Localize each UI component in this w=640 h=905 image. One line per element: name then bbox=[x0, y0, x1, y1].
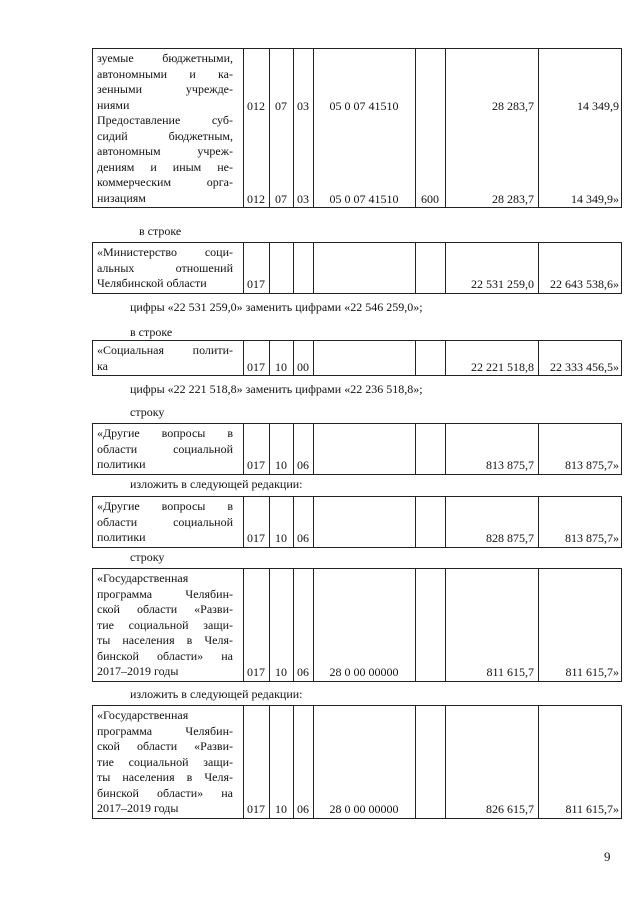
description-line: «Другие вопросы в bbox=[97, 426, 233, 440]
target-article-code: 05 0 07 41510 bbox=[329, 98, 399, 113]
description-line: «Министерство соци- bbox=[97, 245, 233, 259]
column-rule bbox=[269, 706, 270, 818]
description-line: политики bbox=[97, 530, 146, 544]
ministry-code: 017 bbox=[247, 277, 265, 291]
description-line: дениям и иным не- bbox=[97, 159, 233, 174]
column-rule bbox=[415, 424, 416, 474]
row-description bbox=[97, 571, 233, 680]
description-line: автономными и ка- bbox=[97, 66, 233, 81]
target-article-code: 05 0 07 41510 bbox=[329, 191, 399, 206]
column-rule bbox=[243, 706, 244, 818]
description-line: области социальной bbox=[97, 441, 233, 456]
subsection-code: 03 bbox=[297, 98, 309, 113]
amount-year-1: 813 875,7 bbox=[486, 458, 534, 472]
section-code: 07 bbox=[275, 98, 287, 113]
amount-year-1: 828 875,7 bbox=[486, 531, 534, 545]
ministry-code: 017 bbox=[247, 458, 265, 472]
subsection-code: 00 bbox=[297, 359, 309, 374]
description-line: альных отношений bbox=[97, 260, 233, 275]
column-rule bbox=[269, 49, 270, 207]
description-line: тие социальной защи- bbox=[97, 754, 233, 769]
description-line: ской области «Разви- bbox=[97, 739, 233, 753]
description-line: коммерческим орга- bbox=[97, 175, 233, 189]
description-line: 2017–2019 годы bbox=[97, 801, 179, 815]
subsection-code: 06 bbox=[297, 531, 309, 545]
subsection-code: 03 bbox=[297, 191, 309, 206]
column-rule bbox=[415, 49, 416, 207]
amount-year-2: 22 643 538,6» bbox=[550, 277, 619, 291]
column-rule bbox=[313, 243, 314, 293]
row-description bbox=[97, 499, 233, 546]
column-rule bbox=[243, 49, 244, 207]
column-rule bbox=[538, 341, 539, 375]
target-article-code: 28 0 00 00000 bbox=[329, 665, 399, 679]
amount-year-1: 826 615,7 bbox=[486, 802, 534, 816]
column-rule bbox=[269, 243, 270, 293]
row-description bbox=[97, 708, 233, 817]
amount-year-2: 813 875,7» bbox=[565, 531, 619, 545]
column-rule bbox=[445, 49, 446, 207]
column-rule bbox=[538, 706, 539, 818]
column-rule bbox=[243, 341, 244, 375]
description-line: ской области «Разви- bbox=[97, 602, 233, 616]
paragraph-text: цифры «22 531 259,0» заменить цифрами «22 546 259,0»; bbox=[130, 300, 423, 314]
paragraph-text: изложить в следующей редакции: bbox=[130, 687, 303, 701]
column-rule bbox=[293, 243, 294, 293]
section-code: 10 bbox=[275, 458, 287, 472]
description-line: «Государственная bbox=[97, 571, 189, 585]
column-rule bbox=[415, 706, 416, 818]
target-article-code: 28 0 00 00000 bbox=[329, 802, 399, 816]
amount-year-2: 14 349,9» bbox=[571, 191, 619, 206]
description-line: сидий бюджетным, bbox=[97, 128, 233, 143]
expense-type-code: 600 bbox=[421, 191, 439, 206]
column-rule bbox=[415, 569, 416, 681]
budget-table bbox=[92, 496, 622, 548]
amount-year-1: 22 221 518,8 bbox=[471, 359, 534, 374]
column-rule bbox=[445, 569, 446, 681]
row-description bbox=[97, 245, 233, 292]
column-rule bbox=[269, 569, 270, 681]
ministry-code: 017 bbox=[247, 802, 265, 816]
paragraph-text: изложить в следующей редакции: bbox=[130, 477, 303, 491]
section-code: 10 bbox=[275, 531, 287, 545]
section-code: 10 bbox=[275, 802, 287, 816]
budget-table bbox=[92, 423, 622, 475]
description-line: низациям bbox=[97, 190, 146, 205]
amount-year-1: 28 283,7 bbox=[492, 98, 534, 113]
column-rule bbox=[293, 424, 294, 474]
description-line: ка bbox=[97, 358, 108, 373]
budget-table bbox=[92, 242, 622, 294]
column-rule bbox=[445, 341, 446, 375]
amount-year-2: 811 615,7» bbox=[565, 665, 619, 679]
column-rule bbox=[313, 424, 314, 474]
amount-year-1: 22 531 259,0 bbox=[471, 277, 534, 291]
description-line: бинской области» на bbox=[97, 648, 233, 663]
subsection-code: 06 bbox=[297, 458, 309, 472]
description-line: бинской области» на bbox=[97, 785, 233, 800]
column-rule bbox=[243, 424, 244, 474]
description-line: ты населения в Челя- bbox=[97, 770, 233, 784]
paragraph-text: строку bbox=[130, 550, 165, 564]
column-rule bbox=[243, 243, 244, 293]
amount-year-1: 28 283,7 bbox=[492, 191, 534, 206]
column-rule bbox=[293, 49, 294, 207]
section-code: 10 bbox=[275, 665, 287, 679]
description-line: ты населения в Челя- bbox=[97, 633, 233, 647]
column-rule bbox=[415, 243, 416, 293]
budget-table bbox=[92, 568, 622, 682]
description-line: ниями bbox=[97, 97, 130, 112]
page-number: 9 bbox=[604, 849, 611, 864]
column-rule bbox=[269, 424, 270, 474]
column-rule bbox=[445, 497, 446, 547]
column-rule bbox=[243, 569, 244, 681]
description-line: зуемые бюджетными, bbox=[97, 51, 233, 65]
description-line: зенными учрежде- bbox=[97, 82, 233, 96]
description-line: автономным учреж- bbox=[97, 144, 233, 158]
description-line: 2017–2019 годы bbox=[97, 664, 179, 678]
column-rule bbox=[293, 569, 294, 681]
column-rule bbox=[313, 497, 314, 547]
amount-year-2: 813 875,7» bbox=[565, 458, 619, 472]
budget-table bbox=[92, 48, 622, 208]
column-rule bbox=[538, 497, 539, 547]
budget-table bbox=[92, 340, 622, 376]
subsection-code: 06 bbox=[297, 665, 309, 679]
paragraph-text: цифры «22 221 518,8» заменить цифрами «22 236 518,8»; bbox=[130, 382, 423, 396]
description-line: области социальной bbox=[97, 514, 233, 529]
row-description bbox=[97, 51, 233, 113]
column-rule bbox=[538, 49, 539, 207]
paragraph-text: строку bbox=[130, 405, 165, 419]
subsection-code: 06 bbox=[297, 802, 309, 816]
description-line: «Государственная bbox=[97, 708, 189, 722]
column-rule bbox=[243, 497, 244, 547]
column-rule bbox=[445, 706, 446, 818]
column-rule bbox=[313, 49, 314, 207]
column-rule bbox=[538, 243, 539, 293]
column-rule bbox=[313, 569, 314, 681]
column-rule bbox=[415, 497, 416, 547]
amount-year-1: 811 615,7 bbox=[486, 665, 534, 679]
ministry-code: 012 bbox=[247, 98, 265, 113]
column-rule bbox=[313, 341, 314, 375]
column-rule bbox=[415, 341, 416, 375]
column-rule bbox=[293, 341, 294, 375]
column-rule bbox=[445, 424, 446, 474]
column-rule bbox=[538, 424, 539, 474]
column-rule bbox=[293, 497, 294, 547]
column-rule bbox=[313, 706, 314, 818]
ministry-code: 017 bbox=[247, 359, 265, 374]
paragraph-text: в строке bbox=[139, 224, 182, 238]
column-rule bbox=[269, 341, 270, 375]
paragraph-text: в строке bbox=[130, 325, 173, 339]
section-code: 07 bbox=[275, 191, 287, 206]
description-line: политики bbox=[97, 457, 146, 471]
description-line: программа Челябин- bbox=[97, 586, 233, 601]
column-rule bbox=[293, 706, 294, 818]
row-description bbox=[97, 113, 233, 206]
section-code: 10 bbox=[275, 359, 287, 374]
column-rule bbox=[269, 497, 270, 547]
description-line: Челябинской области bbox=[97, 276, 207, 290]
description-line: «Социальная полити- bbox=[97, 343, 233, 357]
description-line: «Другие вопросы в bbox=[97, 499, 233, 513]
column-rule bbox=[445, 243, 446, 293]
amount-year-2: 22 333 456,5» bbox=[550, 359, 619, 374]
ministry-code: 017 bbox=[247, 531, 265, 545]
description-line: тие социальной защи- bbox=[97, 617, 233, 632]
budget-table bbox=[92, 705, 622, 819]
ministry-code: 017 bbox=[247, 665, 265, 679]
ministry-code: 012 bbox=[247, 191, 265, 206]
description-line: программа Челябин- bbox=[97, 723, 233, 738]
column-rule bbox=[538, 569, 539, 681]
amount-year-2: 811 615,7» bbox=[565, 802, 619, 816]
row-description bbox=[97, 426, 233, 473]
row-description bbox=[97, 343, 233, 374]
amount-year-2: 14 349,9 bbox=[577, 98, 619, 113]
description-line: Предоставление суб- bbox=[97, 113, 233, 127]
